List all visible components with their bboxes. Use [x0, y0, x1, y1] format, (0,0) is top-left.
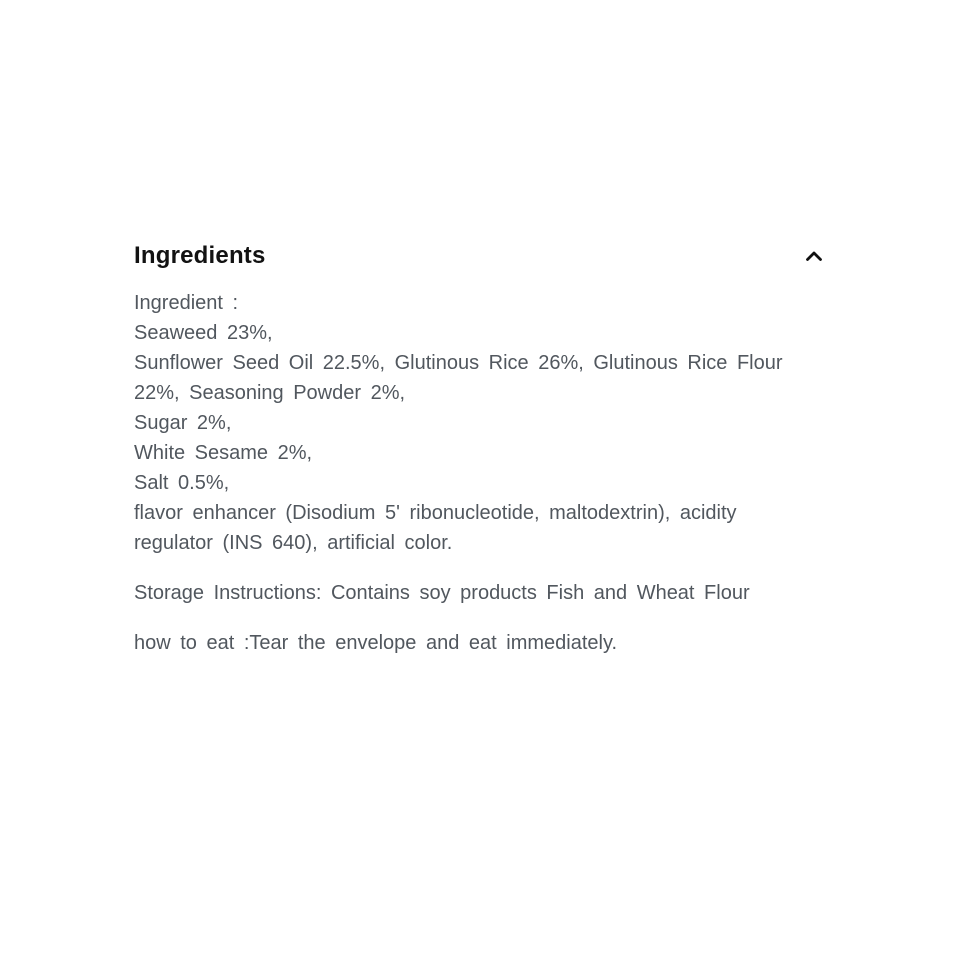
- ingredient-line: Sugar 2%,: [134, 412, 232, 434]
- section-title: Ingredients: [134, 242, 266, 269]
- chevron-up-icon[interactable]: [802, 244, 826, 268]
- ingredient-list-paragraph: [134, 288, 826, 558]
- ingredient-line: regulator (INS 640), artificial color.: [134, 532, 453, 554]
- ingredients-text: [134, 288, 826, 658]
- storage-instructions-text: Storage Instructions: Contains soy products Fish and Wheat Flour: [134, 582, 750, 604]
- ingredient-line: White Sesame 2%,: [134, 442, 313, 464]
- ingredient-line: Sunflower Seed Oil 22.5%, Glutinous Rice 26%, Glutinous Rice Flour: [134, 352, 783, 374]
- ingredient-line: Seaweed 23%,: [134, 322, 273, 344]
- ingredient-line: Salt 0.5%,: [134, 472, 230, 494]
- how-to-eat-text: how to eat :Tear the envelope and eat immediately.: [134, 632, 618, 654]
- ingredient-line: 22%, Seasoning Powder 2%,: [134, 382, 406, 404]
- ingredient-line: Ingredient :: [134, 292, 239, 314]
- ingredient-line: flavor enhancer (Disodium 5' ribonucleotide, maltodextrin), acidity: [134, 502, 737, 524]
- ingredients-accordion-header[interactable]: [134, 242, 826, 270]
